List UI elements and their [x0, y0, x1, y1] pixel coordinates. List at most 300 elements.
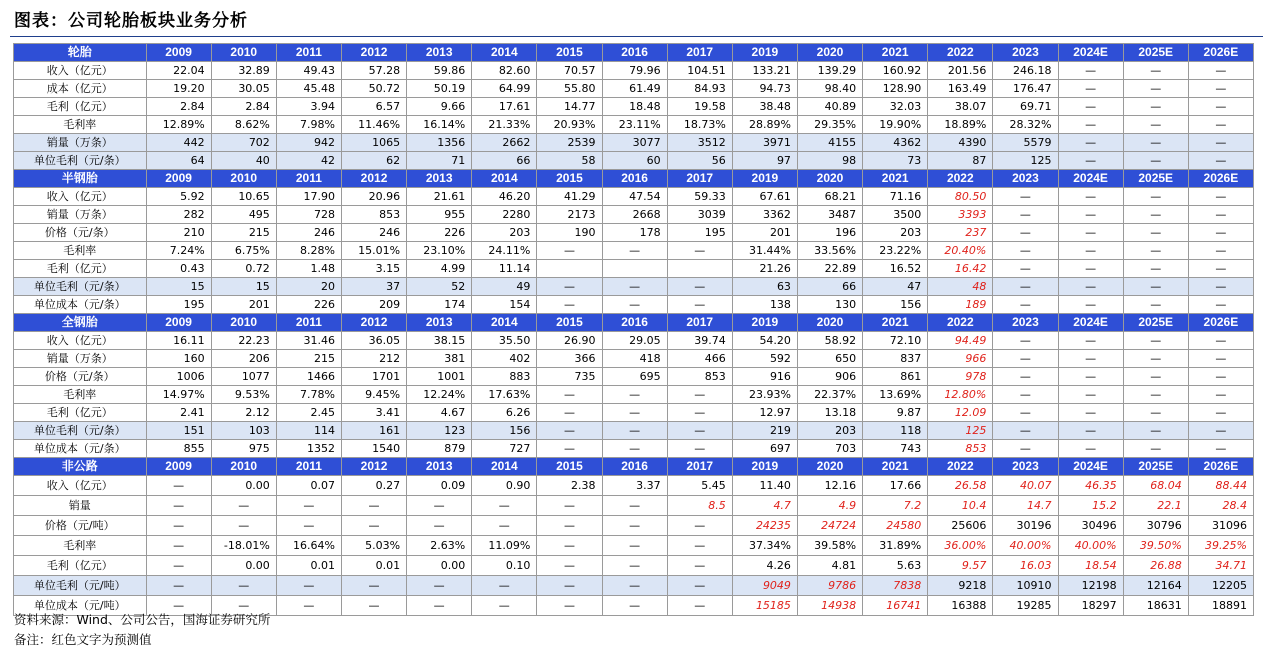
row-label: 单位毛利（元/条）: [14, 278, 147, 296]
table-cell: 6.26: [472, 404, 537, 422]
year-header-cell: 2015: [537, 314, 602, 332]
table-cell: 12.24%: [407, 386, 472, 404]
table-cell: —: [1058, 404, 1123, 422]
table-cell: —: [1123, 368, 1188, 386]
year-header-cell: 2016: [602, 458, 667, 476]
table-cell: —: [1188, 296, 1253, 314]
table-cell: 19.58: [667, 98, 732, 116]
table-cell: 38.15: [407, 332, 472, 350]
table-cell: 40: [211, 152, 276, 170]
table-cell: 15: [211, 278, 276, 296]
table-cell: —: [1123, 80, 1188, 98]
table-cell: 2.63%: [407, 536, 472, 556]
table-cell: 879: [407, 440, 472, 458]
year-header-cell: 2019: [732, 314, 797, 332]
table-cell: 151: [146, 422, 211, 440]
year-header-cell: 2014: [472, 170, 537, 188]
table-cell: —: [146, 556, 211, 576]
table-cell: —: [407, 496, 472, 516]
table-cell: —: [472, 576, 537, 596]
table-cell: —: [1123, 224, 1188, 242]
table-cell: 12198: [1058, 576, 1123, 596]
table-cell: —: [1188, 116, 1253, 134]
table-cell: 282: [146, 206, 211, 224]
table-cell: 4.7: [732, 496, 797, 516]
year-header-cell: 2014: [472, 314, 537, 332]
table-cell: 5.45: [667, 476, 732, 496]
table-cell: —: [1058, 440, 1123, 458]
table-cell: 0.90: [472, 476, 537, 496]
table-cell: —: [602, 556, 667, 576]
table-cell: 66: [472, 152, 537, 170]
table-cell: 0.27: [341, 476, 406, 496]
table-cell: 87: [928, 152, 993, 170]
year-header-cell: 2012: [341, 44, 406, 62]
table-cell: —: [407, 516, 472, 536]
row-label: 收入（亿元）: [14, 332, 147, 350]
table-cell: 21.33%: [472, 116, 537, 134]
table-cell: —: [1188, 80, 1253, 98]
table-cell: 163.49: [928, 80, 993, 98]
table-cell: 114: [276, 422, 341, 440]
table-cell: 728: [276, 206, 341, 224]
table-cell: 209: [341, 296, 406, 314]
table-row: [14, 386, 1254, 404]
table-cell: 16.52: [863, 260, 928, 278]
table-cell: 2.84: [211, 98, 276, 116]
table-cell: —: [1123, 386, 1188, 404]
table-cell: —: [602, 576, 667, 596]
table-cell: —: [1188, 98, 1253, 116]
table-cell: 59.86: [407, 62, 472, 80]
table-cell: —: [472, 596, 537, 616]
year-header-cell: 2015: [537, 458, 602, 476]
table-cell: 189: [928, 296, 993, 314]
table-row: [14, 62, 1254, 80]
table-cell: 118: [863, 422, 928, 440]
table-cell: 16388: [928, 596, 993, 616]
table-cell: 975: [211, 440, 276, 458]
table-cell: 201.56: [928, 62, 993, 80]
year-header-cell: 2010: [211, 44, 276, 62]
section-name: 全钢胎: [14, 314, 147, 332]
year-header-cell: 2025E: [1123, 170, 1188, 188]
table-row: [14, 496, 1254, 516]
table-cell: 39.50%: [1123, 536, 1188, 556]
table-cell: 178: [602, 224, 667, 242]
table-cell: 30.05: [211, 80, 276, 98]
year-header-cell: 2013: [407, 170, 472, 188]
table-cell: 6.75%: [211, 242, 276, 260]
table-cell: 1540: [341, 440, 406, 458]
table-cell: 916: [732, 368, 797, 386]
row-label: 收入（亿元）: [14, 188, 147, 206]
table-cell: 4.26: [732, 556, 797, 576]
table-cell: 4390: [928, 134, 993, 152]
table-cell: 2.38: [537, 476, 602, 496]
table-cell: 3393: [928, 206, 993, 224]
table-cell: 160.92: [863, 62, 928, 80]
forecast-note: 备注：红色文字为预测值: [14, 632, 152, 647]
year-header-cell: 2016: [602, 44, 667, 62]
table-cell: —: [472, 496, 537, 516]
table-cell: —: [667, 242, 732, 260]
year-header-cell: 2012: [341, 170, 406, 188]
table-cell: —: [1188, 242, 1253, 260]
table-cell: 28.32%: [993, 116, 1058, 134]
table-cell: 203: [472, 224, 537, 242]
table-cell: 195: [146, 296, 211, 314]
table-cell: 20.40%: [928, 242, 993, 260]
year-header-cell: 2024E: [1058, 458, 1123, 476]
year-header-cell: 2013: [407, 314, 472, 332]
table-cell: —: [1123, 188, 1188, 206]
table-cell: 853: [928, 440, 993, 458]
table-cell: 24580: [863, 516, 928, 536]
table-cell: 6.57: [341, 98, 406, 116]
section-name: 非公路: [14, 458, 147, 476]
table-cell: 70.57: [537, 62, 602, 80]
table-cell: 58.92: [797, 332, 862, 350]
table-row: [14, 332, 1254, 350]
table-cell: 128.90: [863, 80, 928, 98]
table-cell: —: [667, 440, 732, 458]
table-cell: 695: [602, 368, 667, 386]
table-cell: —: [1188, 188, 1253, 206]
row-label: 单位成本（元/条）: [14, 440, 147, 458]
table-cell: 853: [341, 206, 406, 224]
table-cell: —: [537, 422, 602, 440]
table-cell: 125: [928, 422, 993, 440]
table-cell: —: [993, 440, 1058, 458]
year-header-cell: 2015: [537, 170, 602, 188]
table-cell: 48: [928, 278, 993, 296]
table-cell: 226: [407, 224, 472, 242]
table-cell: 16.03: [993, 556, 1058, 576]
year-header-cell: 2012: [341, 314, 406, 332]
table-cell: 40.89: [797, 98, 862, 116]
table-cell: —: [1123, 242, 1188, 260]
table-cell: 36.05: [341, 332, 406, 350]
table-cell: 79.96: [602, 62, 667, 80]
table-cell: 735: [537, 368, 602, 386]
row-label: 收入（亿元）: [14, 62, 147, 80]
table-cell: 28.4: [1188, 496, 1253, 516]
table-cell: 14.97%: [146, 386, 211, 404]
table-cell: 176.47: [993, 80, 1058, 98]
table-cell: 650: [797, 350, 862, 368]
table-cell: —: [1058, 206, 1123, 224]
table-cell: —: [1058, 296, 1123, 314]
table-cell: —: [407, 596, 472, 616]
table-cell: 955: [407, 206, 472, 224]
table-cell: —: [667, 386, 732, 404]
table-cell: 190: [537, 224, 602, 242]
table-cell: —: [993, 332, 1058, 350]
table-cell: —: [537, 278, 602, 296]
table-cell: 42: [276, 152, 341, 170]
table-cell: —: [211, 596, 276, 616]
table-cell: —: [146, 576, 211, 596]
table-cell: 4.81: [797, 556, 862, 576]
table-cell: —: [1058, 386, 1123, 404]
table-cell: 18.48: [602, 98, 667, 116]
table-cell: —: [667, 576, 732, 596]
table-cell: 22.89: [797, 260, 862, 278]
table-cell: 24235: [732, 516, 797, 536]
year-header-cell: 2023: [993, 314, 1058, 332]
table-cell: —: [1123, 404, 1188, 422]
table-cell: 21.26: [732, 260, 797, 278]
table-cell: —: [1058, 422, 1123, 440]
table-cell: —: [472, 516, 537, 536]
table-cell: —: [993, 296, 1058, 314]
table-cell: 19.20: [146, 80, 211, 98]
table-cell: 59.33: [667, 188, 732, 206]
table-cell: —: [1058, 260, 1123, 278]
row-label: 价格（元/条）: [14, 368, 147, 386]
table-cell: —: [537, 404, 602, 422]
table-cell: 727: [472, 440, 537, 458]
table-cell: 246: [276, 224, 341, 242]
table-cell: 139.29: [797, 62, 862, 80]
table-cell: 15: [146, 278, 211, 296]
table-cell: —: [1123, 332, 1188, 350]
table-cell: 130: [797, 296, 862, 314]
table-cell: —: [667, 404, 732, 422]
table-row: [14, 116, 1254, 134]
table-cell: 84.93: [667, 80, 732, 98]
table-cell: 201: [732, 224, 797, 242]
table-cell: 66: [797, 278, 862, 296]
table-cell: 3.41: [341, 404, 406, 422]
table-cell: 13.69%: [863, 386, 928, 404]
table-cell: 4155: [797, 134, 862, 152]
table-cell: 174: [407, 296, 472, 314]
table-cell: 71.16: [863, 188, 928, 206]
table-row: [14, 188, 1254, 206]
year-header-cell: 2023: [993, 170, 1058, 188]
table-cell: 13.18: [797, 404, 862, 422]
table-cell: —: [537, 556, 602, 576]
year-header-cell: 2010: [211, 170, 276, 188]
table-cell: 0.01: [276, 556, 341, 576]
table-cell: 11.46%: [341, 116, 406, 134]
table-cell: 14.7: [993, 496, 1058, 516]
table-cell: —: [993, 206, 1058, 224]
year-header-cell: 2009: [146, 44, 211, 62]
table-cell: 11.14: [472, 260, 537, 278]
table-cell: 215: [211, 224, 276, 242]
table-cell: —: [1188, 350, 1253, 368]
table-cell: 9.53%: [211, 386, 276, 404]
table-cell: 40.07: [993, 476, 1058, 496]
table-cell: 47.54: [602, 188, 667, 206]
table-row: [14, 98, 1254, 116]
table-cell: 37.34%: [732, 536, 797, 556]
table-cell: 3500: [863, 206, 928, 224]
table-cell: 18631: [1123, 596, 1188, 616]
section-header-row: [14, 458, 1254, 476]
table-cell: 12164: [1123, 576, 1188, 596]
row-label: 毛利率: [14, 116, 147, 134]
table-cell: 402: [472, 350, 537, 368]
table-cell: 226: [276, 296, 341, 314]
table-cell: 9.66: [407, 98, 472, 116]
table-cell: 20.96: [341, 188, 406, 206]
table-cell: 442: [146, 134, 211, 152]
table-cell: 37: [341, 278, 406, 296]
table-cell: —: [1123, 98, 1188, 116]
table-cell: —: [1123, 116, 1188, 134]
table-row: [14, 296, 1254, 314]
table-cell: 2668: [602, 206, 667, 224]
table-cell: —: [602, 404, 667, 422]
year-header-cell: 2023: [993, 458, 1058, 476]
table-cell: 16.14%: [407, 116, 472, 134]
table-cell: 14938: [797, 596, 862, 616]
table-cell: 1065: [341, 134, 406, 152]
table-cell: —: [1188, 332, 1253, 350]
table-cell: 58: [537, 152, 602, 170]
table-cell: 97: [732, 152, 797, 170]
table-cell: —: [993, 224, 1058, 242]
table-cell: 47: [863, 278, 928, 296]
table-cell: [667, 260, 732, 278]
table-cell: 9.87: [863, 404, 928, 422]
table-cell: 52: [407, 278, 472, 296]
table-cell: —: [1188, 62, 1253, 80]
table-cell: —: [537, 296, 602, 314]
year-header-cell: 2009: [146, 170, 211, 188]
table-cell: —: [1058, 224, 1123, 242]
table-cell: —: [1058, 80, 1123, 98]
table-cell: 18891: [1188, 596, 1253, 616]
table-cell: 161: [341, 422, 406, 440]
year-header-cell: 2025E: [1123, 458, 1188, 476]
table-cell: —: [993, 422, 1058, 440]
table-cell: 50.72: [341, 80, 406, 98]
table-cell: 4.99: [407, 260, 472, 278]
table-cell: —: [667, 596, 732, 616]
table-cell: —: [993, 368, 1058, 386]
section-header-row: [14, 314, 1254, 332]
table-row: [14, 224, 1254, 242]
table-cell: 60: [602, 152, 667, 170]
section-name: 轮胎: [14, 44, 147, 62]
year-header-cell: 2017: [667, 458, 732, 476]
table-cell: 366: [537, 350, 602, 368]
table-row: [14, 152, 1254, 170]
table-cell: 23.22%: [863, 242, 928, 260]
row-label: 销量: [14, 496, 147, 516]
year-header-cell: 2026E: [1188, 458, 1253, 476]
table-cell: —: [602, 278, 667, 296]
table-cell: 10.4: [928, 496, 993, 516]
table-cell: —: [667, 422, 732, 440]
table-cell: —: [276, 516, 341, 536]
table-cell: 38.07: [928, 98, 993, 116]
table-cell: 0.72: [211, 260, 276, 278]
table-cell: 1466: [276, 368, 341, 386]
table-cell: 31.46: [276, 332, 341, 350]
year-header-cell: 2026E: [1188, 170, 1253, 188]
row-label: 单位成本（元/条）: [14, 296, 147, 314]
table-cell: 3362: [732, 206, 797, 224]
table-cell: 246: [341, 224, 406, 242]
table-cell: 381: [407, 350, 472, 368]
table-cell: 98: [797, 152, 862, 170]
table-cell: 12.89%: [146, 116, 211, 134]
table-cell: 32.03: [863, 98, 928, 116]
table-cell: 7.78%: [276, 386, 341, 404]
table-cell: 3.94: [276, 98, 341, 116]
table-cell: 104.51: [667, 62, 732, 80]
table-cell: 4.67: [407, 404, 472, 422]
table-cell: 54.20: [732, 332, 797, 350]
title-divider: [10, 36, 1263, 37]
table-cell: 28.89%: [732, 116, 797, 134]
table-cell: 156: [472, 422, 537, 440]
table-cell: —: [1058, 188, 1123, 206]
table-cell: 203: [797, 422, 862, 440]
table-cell: 1352: [276, 440, 341, 458]
table-cell: 56: [667, 152, 732, 170]
table-cell: 18297: [1058, 596, 1123, 616]
table-cell: 71: [407, 152, 472, 170]
row-label: 毛利率: [14, 242, 147, 260]
table-cell: 9.57: [928, 556, 993, 576]
year-header-cell: 2012: [341, 458, 406, 476]
table-cell: 5.63: [863, 556, 928, 576]
table-cell: —: [1123, 350, 1188, 368]
year-header-cell: 2014: [472, 44, 537, 62]
row-label: 毛利（亿元）: [14, 98, 147, 116]
table-cell: 30796: [1123, 516, 1188, 536]
table-cell: —: [602, 296, 667, 314]
table-cell: 18.73%: [667, 116, 732, 134]
year-header-cell: 2011: [276, 458, 341, 476]
table-cell: 40.00%: [993, 536, 1058, 556]
table-cell: —: [993, 188, 1058, 206]
table-cell: —: [667, 536, 732, 556]
table-cell: 3077: [602, 134, 667, 152]
year-header-cell: 2017: [667, 314, 732, 332]
table-cell: —: [1058, 134, 1123, 152]
table-cell: —: [211, 516, 276, 536]
table-cell: 32.89: [211, 62, 276, 80]
table-cell: 495: [211, 206, 276, 224]
table-cell: —: [407, 576, 472, 596]
table-cell: 5.92: [146, 188, 211, 206]
table-cell: —: [1058, 242, 1123, 260]
table-cell: 978: [928, 368, 993, 386]
table-cell: —: [211, 496, 276, 516]
table-cell: 418: [602, 350, 667, 368]
table-cell: 24.11%: [472, 242, 537, 260]
table-cell: 19.90%: [863, 116, 928, 134]
table-cell: 9218: [928, 576, 993, 596]
table-cell: —: [1123, 440, 1188, 458]
table-cell: —: [1123, 296, 1188, 314]
table-cell: —: [341, 576, 406, 596]
year-header-cell: 2020: [797, 170, 862, 188]
table-cell: 18.54: [1058, 556, 1123, 576]
table-cell: —: [537, 536, 602, 556]
row-label: 价格（元/条）: [14, 224, 147, 242]
table-cell: 30196: [993, 516, 1058, 536]
table-cell: 125: [993, 152, 1058, 170]
